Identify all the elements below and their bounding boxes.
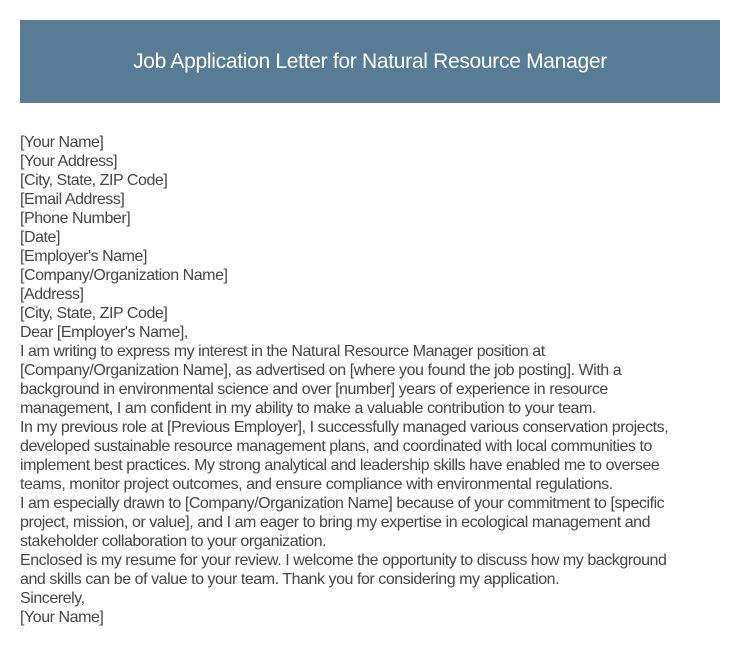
paragraph-line: management, I am confident in my ability to make a valuable contribution to your team. xyxy=(20,400,596,417)
paragraph-line: Enclosed is my resume for your review. I welcome the opportunity to discuss how my background xyxy=(20,552,667,569)
sender-phone: [Phone Number] xyxy=(20,210,131,227)
sender-city-state-zip: [City, State, ZIP Code] xyxy=(20,172,168,189)
paragraph-line: stakeholder collaboration to your organization. xyxy=(20,533,327,550)
paragraph-interest xyxy=(20,342,720,418)
paragraph-line: project, mission, or value], and I am eager to bring my expertise in ecological management and xyxy=(20,514,651,531)
recipient-address: [Address] xyxy=(20,286,84,303)
salutation: Dear [Employer's Name], xyxy=(20,324,188,341)
page-title: Job Application Letter for Natural Resource Manager xyxy=(133,49,607,73)
sender-address: [Your Address] xyxy=(20,153,118,170)
paragraph-line: teams, monitor project outcomes, and ensure compliance with environmental regulations. xyxy=(20,476,613,493)
sender-name: [Your Name] xyxy=(20,134,104,151)
sender-email: [Email Address] xyxy=(20,191,125,208)
closing: Sincerely, xyxy=(20,590,85,607)
letter-title-banner xyxy=(20,20,720,103)
paragraph-line: I am writing to express my interest in the Natural Resource Manager position at xyxy=(20,343,545,360)
paragraph-closing xyxy=(20,551,720,589)
paragraph-line: developed sustainable resource management plans, and coordinated with local communities to xyxy=(20,438,652,455)
signature: [Your Name] xyxy=(20,609,104,626)
paragraph-motivation xyxy=(20,494,720,551)
paragraph-line: background in environmental science and over [number] years of experience in resource xyxy=(20,381,608,398)
paragraph-line: and skills can be of value to your team. Thank you for considering my application. xyxy=(20,571,560,588)
paragraph-line: I am especially drawn to [Company/Organization Name] because of your commitment to [specific xyxy=(20,495,665,512)
paragraph-experience xyxy=(20,418,720,494)
recipient-name: [Employer's Name] xyxy=(20,248,147,265)
paragraph-line: In my previous role at [Previous Employer], I successfully managed various conservation projects, xyxy=(20,419,669,436)
letter-date: [Date] xyxy=(20,229,60,246)
paragraph-line: [Company/Organization Name], as advertised on [where you found the job posting]. With a xyxy=(20,362,622,379)
letter-body xyxy=(20,133,720,627)
recipient-city-state-zip: [City, State, ZIP Code] xyxy=(20,305,168,322)
recipient-organization: [Company/Organization Name] xyxy=(20,267,228,284)
paragraph-line: implement best practices. My strong analytical and leadership skills have enabled me to oversee xyxy=(20,457,660,474)
